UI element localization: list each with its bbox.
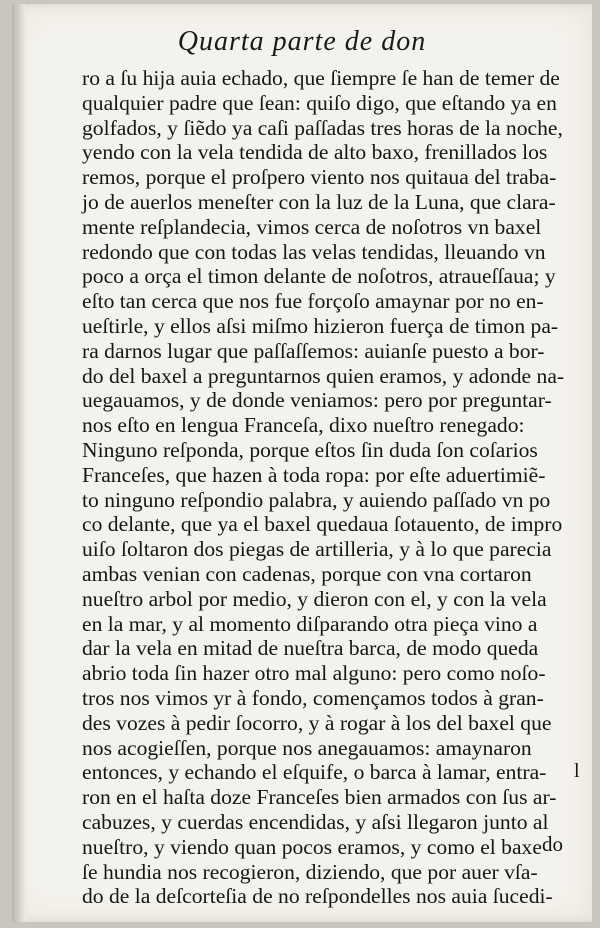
text-line: ambas venian con cadenas, porque con vna cortaron <box>82 561 532 586</box>
running-header: Quarta parte de don <box>177 26 427 57</box>
text-line: redondo que con todas las velas tendidas, lleuando vn <box>82 239 546 264</box>
text-line: uiſo ſoltaron dos piegas de artilleria, y à lo que parecia <box>82 537 552 562</box>
text-line: qualquier padre que ſean: quiſo digo, que eſtando ya en <box>82 90 557 115</box>
text-line: co delante, que ya el baxel quedaua ſotauento, de impro <box>82 512 563 537</box>
catchword: do <box>542 832 563 856</box>
text-line: uegauamos, y de donde veniamos: pero por preguntar- <box>82 388 552 413</box>
book-page <box>12 4 592 922</box>
text-line: nueſtro, y viendo quan pocos eramos, y como el baxe <box>82 834 542 859</box>
text-line: ron en el haſta doze Franceſes bien armados con ſus ar- <box>82 785 557 810</box>
margin-mark: l <box>574 760 580 782</box>
text-line: do de la deſcorteſia de no reſpondelles nos auia ſucedi- <box>82 884 553 909</box>
text-line: eſto tan cerca que nos fue forçoſo amaynar por no en- <box>82 289 544 314</box>
text-line: jo de auerlos meneſter con la luz de la Luna, que clara- <box>82 189 556 214</box>
text-line: nueſtro arbol por medio, y dieron con el, y con la vela <box>82 586 547 611</box>
text-line: ro a ſu hija auia echado, que ſiempre ſe han de temer de <box>82 66 560 90</box>
text-line: do del baxel a preguntarnos quien eramos, y adonde na- <box>82 363 565 388</box>
text-line: Ninguno reſponda, porque eſtos ſin duda ſon coſarios <box>82 437 538 462</box>
text-line: tros nos vimos yr à fondo, començamos todos à gran- <box>82 685 544 710</box>
text-line: en la mar, y al momento diſparando otra pieça vino a <box>82 611 538 636</box>
text-line: Franceſes, que hazen à toda ropa: por eſte aduertimiẽ- <box>82 462 546 487</box>
text-line: ra darnos lugar que paſſaſſemos: auianſe puesto a bor- <box>82 338 545 363</box>
text-line: golfados, y ſiẽdo ya caſi paſſadas tres horas de la noche, <box>82 115 563 140</box>
text-line: ſe hundia nos recogieron, diziendo, que por auer vſa- <box>82 859 538 884</box>
text-line: yendo con la vela tendida de alto baxo, frenillados los <box>82 140 548 165</box>
page-gutter <box>12 4 26 922</box>
text-line: to ninguno reſpondio palabra, y auiendo paſſado vn po <box>82 487 551 512</box>
text-line: abrio toda ſin hazer otro mal alguno: pero como noſo- <box>82 661 546 686</box>
body-text <box>82 66 587 909</box>
text-line: nos eſto en lengua Franceſa, dixo nueſtro renegado: <box>82 413 525 438</box>
text-line: dar la vela en mitad de nueſtra barca, de modo queda <box>82 636 539 661</box>
text-line: cabuzes, y cuerdas encendidas, y aſsi llegaron junto al <box>82 809 549 834</box>
text-line: mente reſplandecia, vimos cerca de noſotros vn baxel <box>82 214 542 239</box>
text-line: des vozes à pedir ſocorro, y à rogar à los del baxel que <box>82 710 552 735</box>
text-line: entonces, y echando el eſquife, o barca à lamar, entra- <box>82 760 547 785</box>
text-line: ueſtirle, y ellos aſsi miſmo hizieron fuerça de timon pa- <box>82 313 559 338</box>
text-line: nos acogieſſen, porque nos anegauamos: amaynaron <box>82 735 532 760</box>
text-line: poco a orça el timon delante de noſotros, atraueſſaua; y <box>82 264 556 289</box>
text-line: remos, porque el proſpero viento nos quitaua del traba- <box>82 165 557 190</box>
